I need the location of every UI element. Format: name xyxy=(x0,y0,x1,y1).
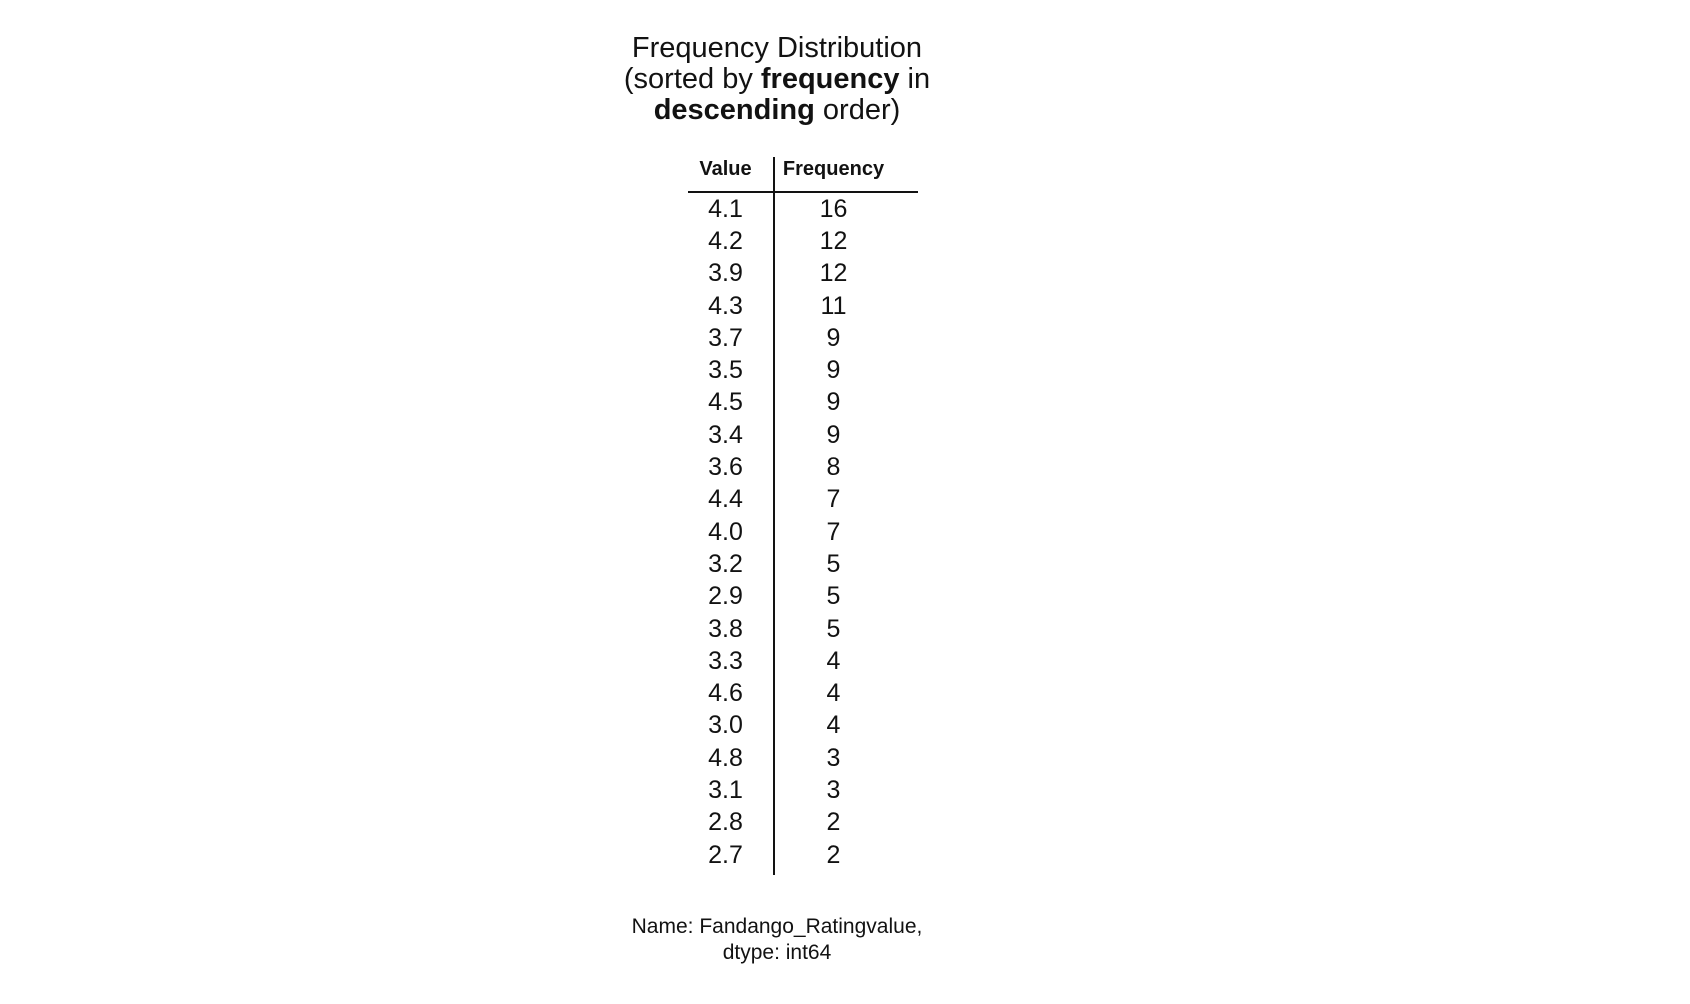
title-bold-descending: descending xyxy=(653,94,815,126)
frequency-table xyxy=(688,147,918,871)
value-cell: 3.6 xyxy=(708,453,743,482)
frequency-cell: 3 xyxy=(826,743,841,772)
value-cell: 3.1 xyxy=(708,775,743,804)
table-header-row xyxy=(688,147,918,191)
series-caption xyxy=(577,914,977,966)
frequency-cell: 3 xyxy=(826,775,841,804)
table-row xyxy=(688,742,918,774)
frequency-cell: 2 xyxy=(826,808,841,837)
value-cell: 2.8 xyxy=(708,808,743,837)
table-row xyxy=(688,516,918,548)
title-line-2 xyxy=(577,64,977,95)
table-row xyxy=(688,290,918,322)
frequency-cell: 7 xyxy=(826,517,841,546)
value-cell: 3.5 xyxy=(708,356,743,385)
table-row xyxy=(688,710,918,742)
title-bold-frequency: frequency xyxy=(760,63,900,95)
frequency-cell: 12 xyxy=(819,226,848,255)
table-row xyxy=(688,387,918,419)
value-cell: 3.2 xyxy=(708,549,743,578)
table-row xyxy=(688,451,918,483)
table-row xyxy=(688,548,918,580)
frequency-cell: 4 xyxy=(826,646,841,675)
title-line-2-prefix: (sorted by xyxy=(623,63,761,95)
frequency-cell: 5 xyxy=(826,614,841,643)
table-row xyxy=(688,581,918,613)
chart-title xyxy=(577,33,977,126)
table-row xyxy=(688,677,918,709)
caption-line-1: Name: Fandango_Ratingvalue, xyxy=(631,915,923,938)
value-cell: 2.9 xyxy=(708,582,743,611)
value-cell: 4.5 xyxy=(708,388,743,417)
table-row xyxy=(688,258,918,290)
frequency-cell: 4 xyxy=(826,711,841,740)
title-line-3-suffix: order) xyxy=(814,94,901,126)
frequency-cell: 12 xyxy=(819,259,848,288)
caption-line-2: dtype: int64 xyxy=(722,941,832,964)
table-row xyxy=(688,774,918,806)
title-line-1: Frequency Distribution xyxy=(631,32,923,64)
value-cell: 3.0 xyxy=(708,711,743,740)
value-cell: 4.4 xyxy=(708,485,743,514)
header-frequency: Frequency xyxy=(782,157,885,180)
value-cell: 4.8 xyxy=(708,743,743,772)
table-row xyxy=(688,225,918,257)
frequency-cell: 9 xyxy=(826,388,841,417)
frequency-cell: 9 xyxy=(826,420,841,449)
value-cell: 4.6 xyxy=(708,679,743,708)
frequency-cell: 11 xyxy=(820,291,847,320)
table-row xyxy=(688,645,918,677)
frequency-cell: 5 xyxy=(826,549,841,578)
table-body xyxy=(688,193,918,871)
frequency-cell: 5 xyxy=(826,582,841,611)
column-divider-line xyxy=(773,157,775,875)
table-row xyxy=(688,484,918,516)
table-row xyxy=(688,613,918,645)
value-cell: 4.2 xyxy=(708,226,743,255)
value-cell: 3.7 xyxy=(708,323,743,352)
value-cell: 3.4 xyxy=(708,420,743,449)
frequency-cell: 16 xyxy=(819,194,848,223)
title-line-3 xyxy=(577,95,977,126)
title-line-2-suffix: in xyxy=(899,63,931,95)
value-cell: 4.0 xyxy=(708,517,743,546)
frequency-cell: 9 xyxy=(826,323,841,352)
value-cell: 3.3 xyxy=(708,646,743,675)
table-row xyxy=(688,193,918,225)
table-row xyxy=(688,839,918,871)
frequency-cell: 8 xyxy=(826,453,841,482)
header-value: Value xyxy=(699,157,752,180)
value-cell: 3.9 xyxy=(708,259,743,288)
frequency-cell: 2 xyxy=(826,840,841,869)
table-row xyxy=(688,807,918,839)
value-cell: 3.8 xyxy=(708,614,743,643)
frequency-cell: 4 xyxy=(826,679,841,708)
frequency-cell: 7 xyxy=(826,485,841,514)
table-row xyxy=(688,419,918,451)
table-row xyxy=(688,322,918,354)
value-cell: 2.7 xyxy=(708,840,743,869)
table-row xyxy=(688,354,918,386)
value-cell: 4.3 xyxy=(708,291,743,320)
frequency-cell: 9 xyxy=(826,356,841,385)
value-cell: 4.1 xyxy=(708,194,743,223)
